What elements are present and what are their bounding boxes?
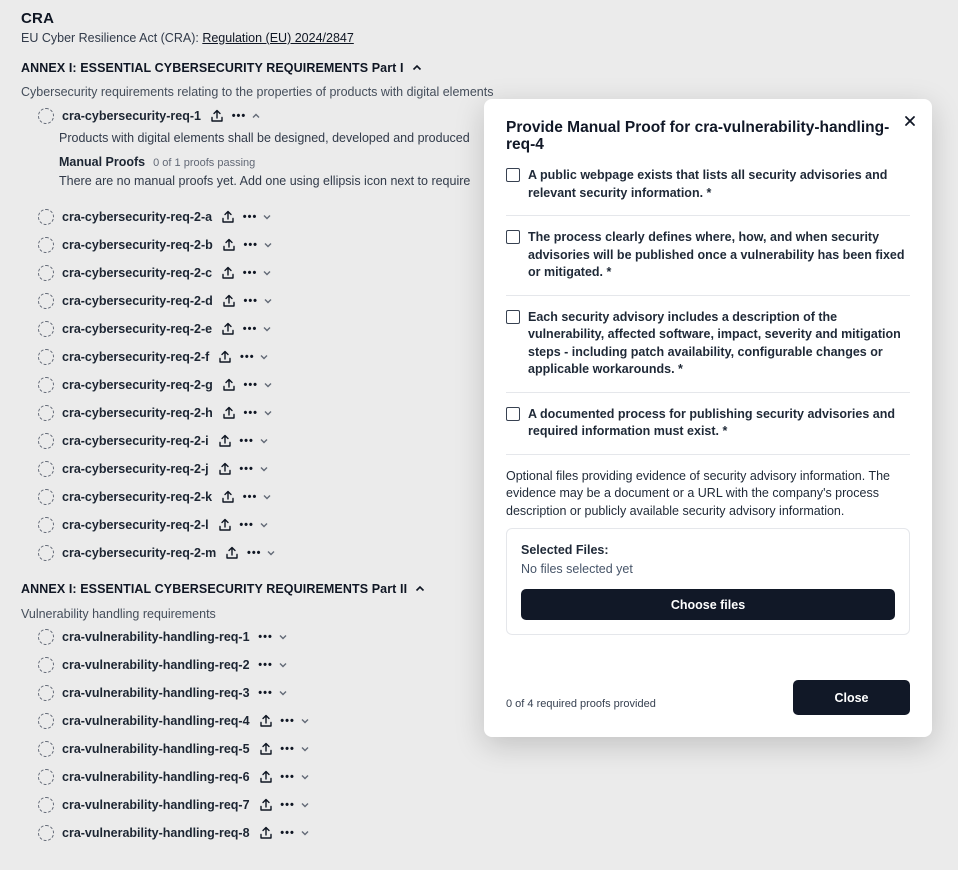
requirement-label[interactable]: cra-cybersecurity-req-2-m xyxy=(62,546,217,560)
requirement-label[interactable]: cra-cybersecurity-req-2-f xyxy=(62,350,210,364)
proof-checkbox[interactable] xyxy=(506,310,520,324)
close-button[interactable]: Close xyxy=(793,680,910,715)
requirement-label[interactable]: cra-cybersecurity-req-2-e xyxy=(62,322,213,336)
proof-item[interactable] xyxy=(506,229,910,282)
proof-text: A documented process for publishing security advisories and required information must exist. * xyxy=(528,406,895,438)
requirement-label[interactable]: cra-vulnerability-handling-req-7 xyxy=(62,798,250,812)
proof-item[interactable] xyxy=(506,167,910,202)
proof-status: 0 of 4 required proofs provided xyxy=(506,697,656,710)
requirement-label[interactable]: cra-cybersecurity-req-1 xyxy=(62,109,201,123)
requirement-label[interactable]: cra-cybersecurity-req-2-l xyxy=(62,518,209,532)
requirement-label[interactable]: cra-cybersecurity-req-2-b xyxy=(62,238,213,252)
divider xyxy=(506,392,910,393)
ellipsis-icon[interactable]: ••• xyxy=(239,463,254,475)
requirement-label[interactable]: cra-cybersecurity-req-2-j xyxy=(62,462,209,476)
requirement-label[interactable]: cra-cybersecurity-req-2-d xyxy=(62,294,213,308)
proof-checkbox[interactable] xyxy=(506,407,520,421)
proof-item[interactable] xyxy=(506,309,910,379)
ellipsis-icon[interactable]: ••• xyxy=(280,827,295,839)
requirement-label[interactable]: cra-cybersecurity-req-2-i xyxy=(62,434,209,448)
subtitle-prefix: EU Cyber Resilience Act (CRA): xyxy=(21,31,203,45)
dialog-title: Provide Manual Proof for cra-vulnerability-handling-req-4 xyxy=(506,119,890,153)
requirement-label[interactable]: cra-vulnerability-handling-req-1 xyxy=(62,630,250,644)
requirement-label[interactable]: cra-cybersecurity-req-2-a xyxy=(62,210,213,224)
section-part1-title: ANNEX I: ESSENTIAL CYBERSECURITY REQUIREMENTS Part I xyxy=(21,61,404,75)
proof-checkbox[interactable] xyxy=(506,168,520,182)
section-part1-description: Cybersecurity requirements relating to the properties of products with digital elements xyxy=(21,85,494,99)
requirement-label[interactable]: cra-vulnerability-handling-req-2 xyxy=(62,658,250,672)
ellipsis-icon[interactable]: ••• xyxy=(258,659,273,671)
ellipsis-icon[interactable]: ••• xyxy=(243,407,259,419)
manual-proof-dialog xyxy=(484,99,932,737)
page-title: CRA xyxy=(21,10,55,27)
ellipsis-icon[interactable]: ••• xyxy=(242,491,258,503)
requirement-label[interactable]: cra-cybersecurity-req-2-c xyxy=(62,266,213,280)
ellipsis-icon[interactable]: ••• xyxy=(280,715,295,727)
requirement-label[interactable]: cra-vulnerability-handling-req-5 xyxy=(62,742,250,756)
manual-proofs-empty: There are no manual proofs yet. Add one using ellipsis icon next to require xyxy=(59,174,471,188)
ellipsis-icon[interactable]: ••• xyxy=(280,743,295,755)
requirement-label[interactable]: cra-vulnerability-handling-req-8 xyxy=(62,826,250,840)
choose-files-button[interactable]: Choose files xyxy=(521,589,895,620)
requirement-label[interactable]: cra-vulnerability-handling-req-6 xyxy=(62,770,250,784)
requirement-description: Products with digital elements shall be designed, developed and produced xyxy=(59,131,470,145)
proof-item[interactable] xyxy=(506,406,910,441)
no-files-text: No files selected yet xyxy=(521,562,633,576)
divider xyxy=(506,295,910,296)
ellipsis-icon[interactable]: ••• xyxy=(243,295,259,307)
requirement-label[interactable]: cra-vulnerability-handling-req-3 xyxy=(62,686,250,700)
proof-text: A public webpage exists that lists all security advisories and relevant security information. * xyxy=(528,168,888,200)
ellipsis-icon[interactable]: ••• xyxy=(240,351,255,363)
requirement-label[interactable]: cra-cybersecurity-req-2-h xyxy=(62,406,213,420)
section-part2-description: Vulnerability handling requirements xyxy=(21,607,216,621)
ellipsis-icon[interactable]: ••• xyxy=(239,435,254,447)
proof-checkbox[interactable] xyxy=(506,230,520,244)
ellipsis-icon[interactable]: ••• xyxy=(242,211,258,223)
optional-files-description: Optional files providing evidence of security advisory information. The evidence may be a document or a URL with the company's process description or publicly available security advisory information. xyxy=(506,468,890,518)
manual-proofs-label: Manual Proofs xyxy=(59,155,146,169)
ellipsis-icon[interactable]: ••• xyxy=(239,519,254,531)
ellipsis-icon[interactable]: ••• xyxy=(243,379,259,391)
proof-text: The process clearly defines where, how, and when security advisories will be published once a vulnerability has been fixed or mitigated. * xyxy=(528,230,905,279)
ellipsis-icon[interactable]: ••• xyxy=(280,771,295,783)
ellipsis-icon[interactable]: ••• xyxy=(280,799,295,811)
ellipsis-icon[interactable]: ••• xyxy=(242,267,258,279)
proof-text: Each security advisory includes a description of the vulnerability, affected software, impact, severity and mitigation steps - including patch availability, configurable changes or applicable workarounds. * xyxy=(528,309,901,376)
ellipsis-icon[interactable]: ••• xyxy=(258,687,273,699)
divider xyxy=(506,454,910,455)
requirement-label[interactable]: cra-vulnerability-handling-req-4 xyxy=(62,714,250,728)
ellipsis-icon[interactable]: ••• xyxy=(246,547,262,559)
ellipsis-icon[interactable]: ••• xyxy=(243,239,259,251)
file-upload-box xyxy=(506,528,910,635)
requirement-label[interactable]: cra-cybersecurity-req-2-k xyxy=(62,490,213,504)
regulation-link[interactable]: Regulation (EU) 2024/2847 xyxy=(202,31,354,45)
close-icon[interactable] xyxy=(902,113,918,129)
divider xyxy=(506,215,910,216)
ellipsis-icon[interactable]: ••• xyxy=(231,110,247,122)
ellipsis-icon[interactable]: ••• xyxy=(242,323,258,335)
proof-list xyxy=(506,167,910,455)
selected-files-label: Selected Files: xyxy=(521,543,609,557)
dialog-footer xyxy=(506,680,910,715)
ellipsis-icon[interactable]: ••• xyxy=(258,631,273,643)
manual-proofs-count: 0 of 1 proofs passing xyxy=(153,157,256,169)
section-part2-title: ANNEX I: ESSENTIAL CYBERSECURITY REQUIREMENTS Part II xyxy=(21,582,408,596)
requirement-label[interactable]: cra-cybersecurity-req-2-g xyxy=(62,378,213,392)
